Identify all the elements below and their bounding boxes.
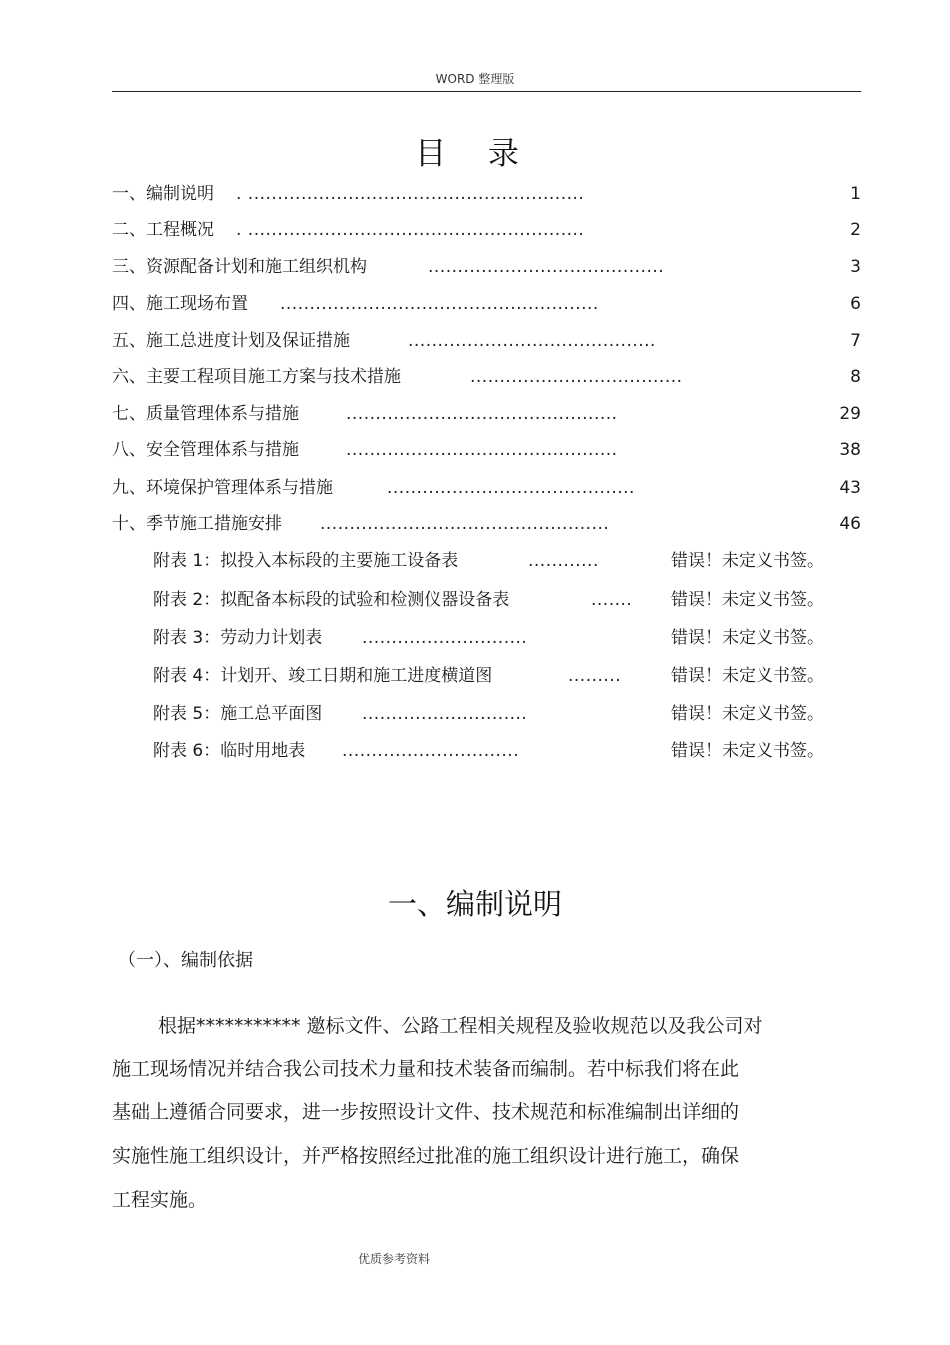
toc-title: 目 录: [415, 136, 535, 172]
toc-leader-dots: .........: [568, 666, 622, 686]
toc-page-number: 38: [839, 440, 861, 460]
toc-page-number: 46: [839, 514, 861, 534]
toc-leader-dots: .................................................: [320, 514, 610, 534]
toc-entry[interactable]: [112, 329, 861, 353]
toc-leader-dots: ..........................................: [408, 331, 656, 351]
toc-page-number: 2: [850, 220, 861, 240]
toc-entry-label: 八、安全管理体系与措施: [112, 440, 299, 460]
toc-leader-dots: ..............................................: [346, 440, 618, 460]
toc-entry[interactable]: [112, 182, 861, 206]
toc-entry-label: 六、主要工程项目施工方案与技术措施: [112, 367, 401, 387]
toc-page-number: 7: [850, 331, 861, 351]
toc-bookmark-error: 错误！未定义书签。: [671, 741, 824, 761]
toc-subentry-label: 附表 3：劳动力计划表: [153, 628, 323, 648]
paragraph-line: 实施性施工组织设计，并严格按照经过批准的施工组织设计进行施工，确保: [112, 1145, 740, 1167]
toc-subentry[interactable]: [153, 702, 853, 726]
toc-bookmark-error: 错误！未定义书签。: [671, 590, 824, 610]
toc-leader-dots: ..........................................: [387, 478, 635, 498]
page-header: WORD 整理版: [435, 72, 515, 86]
subsection-title: （一）、编制依据: [118, 950, 253, 971]
toc-subentry-label: 附表 2：拟配备本标段的试验和检测仪器设备表: [153, 590, 510, 610]
toc-leader-dots: ..............................................: [346, 404, 618, 424]
toc-bookmark-error: 错误！未定义书签。: [671, 551, 824, 571]
toc-entry-label: 九、环境保护管理体系与措施: [112, 478, 333, 498]
toc-leader-dots: ............: [528, 551, 599, 571]
toc-entry-label: 三、资源配备计划和施工组织机构: [112, 257, 367, 277]
toc-leader-dots: ........................................: [428, 257, 665, 277]
toc-leader-dots: ..............................: [342, 741, 520, 761]
paragraph-line: 基础上遵循合同要求，进一步按照设计文件、技术规范和标准编制出详细的: [112, 1101, 740, 1123]
toc-leader-dots: ....................................: [470, 367, 683, 387]
page-footer: 优质参考资料: [358, 1252, 431, 1266]
toc-entry-label: 二、工程概况: [112, 220, 214, 240]
toc-leader-dots: ............................: [362, 704, 528, 724]
toc-entry[interactable]: [112, 218, 861, 242]
toc-entry[interactable]: [112, 402, 861, 426]
toc-subentry[interactable]: [153, 549, 853, 573]
toc-bookmark-error: 错误！未定义书签。: [671, 666, 824, 686]
toc-page-number: 43: [839, 478, 861, 498]
toc-leader-dots: .......: [591, 590, 633, 610]
paragraph-line: 施工现场情况并结合我公司技术力量和技术装备而编制。若中标我们将在此: [112, 1058, 740, 1080]
toc-entry-label: 四、施工现场布置: [112, 294, 248, 314]
toc-entry-label: 一、编制说明: [112, 184, 214, 204]
toc-entry-label: 五、施工总进度计划及保证措施: [112, 331, 350, 351]
toc-entry[interactable]: [112, 365, 861, 389]
toc-leader-dots: ......................................................: [280, 294, 599, 314]
toc-leader-dots: . .........................................................: [236, 184, 585, 204]
toc-bookmark-error: 错误！未定义书签。: [671, 704, 824, 724]
toc-page-number: 1: [850, 184, 861, 204]
toc-page-number: 6: [850, 294, 861, 314]
toc-entry-label: 七、质量管理体系与措施: [112, 404, 299, 424]
toc-page-number: 29: [839, 404, 861, 424]
header-divider: [112, 91, 861, 92]
toc-entry[interactable]: [112, 476, 861, 500]
toc-subentry[interactable]: [153, 626, 853, 650]
paragraph-line: 根据*********** 邀标文件、公路工程相关规程及验收规范以及我公司对: [158, 1015, 763, 1037]
section-title: 一、编制说明: [387, 887, 562, 921]
paragraph-line: 工程实施。: [112, 1189, 208, 1211]
toc-subentry-label: 附表 5：施工总平面图: [153, 704, 323, 724]
toc-leader-dots: ............................: [362, 628, 528, 648]
toc-entry[interactable]: [112, 292, 861, 316]
toc-bookmark-error: 错误！未定义书签。: [671, 628, 824, 648]
toc-subentry[interactable]: [153, 739, 853, 763]
toc-leader-dots: . .........................................................: [236, 220, 585, 240]
toc-subentry[interactable]: [153, 664, 853, 688]
toc-entry[interactable]: [112, 255, 861, 279]
toc-subentry[interactable]: [153, 588, 853, 612]
toc-subentry-label: 附表 1：拟投入本标段的主要施工设备表: [153, 551, 459, 571]
toc-subentry-label: 附表 4：计划开、竣工日期和施工进度横道图: [153, 666, 493, 686]
toc-entry[interactable]: [112, 438, 861, 462]
toc-entry-label: 十、季节施工措施安排: [112, 514, 282, 534]
toc-entry[interactable]: [112, 512, 861, 536]
toc-subentry-label: 附表 6：临时用地表: [153, 741, 306, 761]
toc-page-number: 8: [850, 367, 861, 387]
toc-page-number: 3: [850, 257, 861, 277]
